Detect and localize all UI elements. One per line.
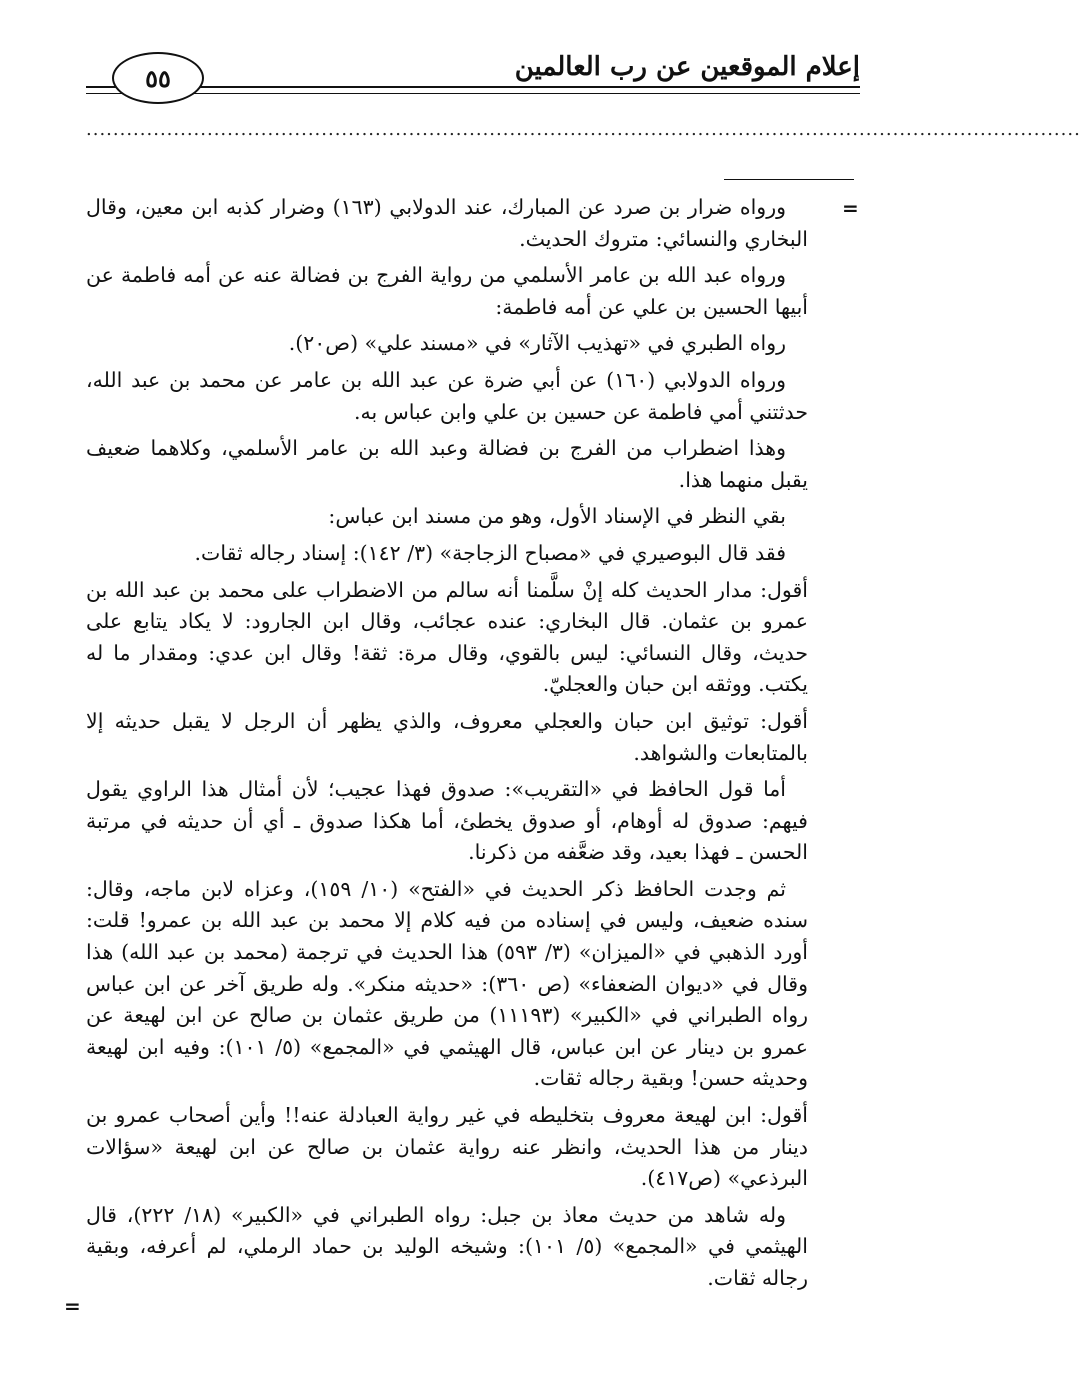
continuation-mark-bottom: = — [64, 1294, 81, 1318]
paragraph: ورواه عبد الله بن عامر الأسلمي من رواية الفرج بن فضالة عنه عن أمه فاطمة عن أبيها الحسين بن علي عن أمه فاطمة: — [86, 263, 808, 319]
paragraph: فقد قال البوصيري في «مصباح الزجاجة» (٣/ ١٤٢): إسناد رجاله ثقات. — [194, 540, 786, 565]
paragraph: أقول: مدار الحديث كله إنْ سلَّمنا أنه سالم من الاضطراب على محمد بن عبد الله بن عمرو بن عثمان. قال البخاري: عنده عجائب، وقال ابن الجارود: لا يكاد يتابع على حديث، وقال النسائي: ليس بالقوي، وقال مرة: ثقة! وقال ابن عدي: ومقدار ما له يكتب. ووثقه ابن حبان والعجليّ. — [86, 577, 808, 697]
footnote-body — [86, 192, 808, 1332]
paragraph: أقول: توثيق ابن حبان والعجلي معروف، والذي يظهر أن الرجل لا يقبل حديثه إلا بالمتابعات والشواهد. — [86, 708, 808, 765]
footnote-rule — [724, 179, 854, 180]
header-rule — [86, 86, 860, 88]
paragraph: وله شاهد من حديث معاذ بن جبل: رواه الطبراني في «الكبير» (١٨/ ٢٢٢)، قال الهيثمي في «المجمع» (٥/ ١٠١): وشيخه الوليد بن حماد الرملي، لم أعرفه، وبقية رجاله ثقات. — [86, 1202, 808, 1290]
page-number-badge — [112, 52, 204, 104]
paragraph: ورواه ضرار بن صرد عن المبارك، عند الدولابي (١٦٣) وضرار كذبه ابن معين، وقال البخاري والنسائي: متروك الحديث. — [86, 195, 808, 251]
paragraph: أقول: ابن لهيعة معروف بتخليطه في غير رواية العبادلة عنه!! وأين أصحاب عمرو بن دينار من هذا الحديث، وانظر عنه رواية عثمان بن صالح عن ابن لهيعة «سؤالات البرذعي» (ص٤١٧). — [86, 1103, 808, 1191]
paragraph: رواه الطبري في «تهذيب الآثار» في «مسند علي» (ص٢٠). — [288, 331, 786, 356]
paragraph: وهذا اضطراب من الفرج بن فضالة وعبد الله بن عامر الأسلمي، وكلاهما ضعيف يقبل منهما هذا. — [86, 436, 808, 492]
paragraph: ورواه الدولابي (١٦٠) عن أبي ضرة عن عبد الله بن عامر عن محمد بن عبد الله، حدثتني أمي فاطمة عن حسين بن علي وابن عباس به. — [86, 367, 808, 424]
page-number: ٥٥ — [145, 63, 171, 93]
book-title: إعلام الموقعين عن رب العالمين — [514, 52, 860, 82]
paragraph: بقي النظر في الإسناد الأول، وهو من مسند ابن عباس: — [328, 504, 786, 529]
dotted-separator: .................................................................................................................................................... — [86, 119, 1081, 140]
continuation-mark-top: = — [842, 196, 859, 220]
paragraph: أما قول الحافظ في «التقريب»: صدوق فهذا عجيب؛ لأن أمثال هذا الراوي يقول فيهم: صدوق له أوهام، أو صدوق يخطئ، أما هكذا صدوق ـ أي أن حديثه في مرتبة الحسن ـ فهذا بعيد، وقد ضعَّفه من ذكرنا. — [86, 777, 808, 865]
header-rule-thin — [86, 93, 860, 94]
paragraph: ثم وجدت الحافظ ذكر الحديث في «الفتح» (١٠/ ١٥٩)، وعزاه لابن ماجه، وقال: سنده ضعيف، وليس في إسناده من فيه كلام إلا محمد بن عبد الله بن عمرو! قلت: أورد الذهبي في «الميزان» (٣/ ٥٩٣) هذا الحديث في ترجمة (محمد بن عبد الله) هذا وقال في «ديوان الضعفاء» (ص ٣٦٠): «حديثه منكر». وله طريق آخر عن ابن عباس رواه الطبراني في «الكبير» (١١١٩٣) من طريق عثمان بن صالح عن ابن لهيعة عن عمرو بن دينار عن ابن عباس، قال الهيثمي في «المجمع» (٥/ ١٠١): وفيه ابن لهيعة وحديثه حسن! وبقية رجاله ثقات. — [86, 876, 809, 1091]
page-header — [0, 0, 936, 120]
